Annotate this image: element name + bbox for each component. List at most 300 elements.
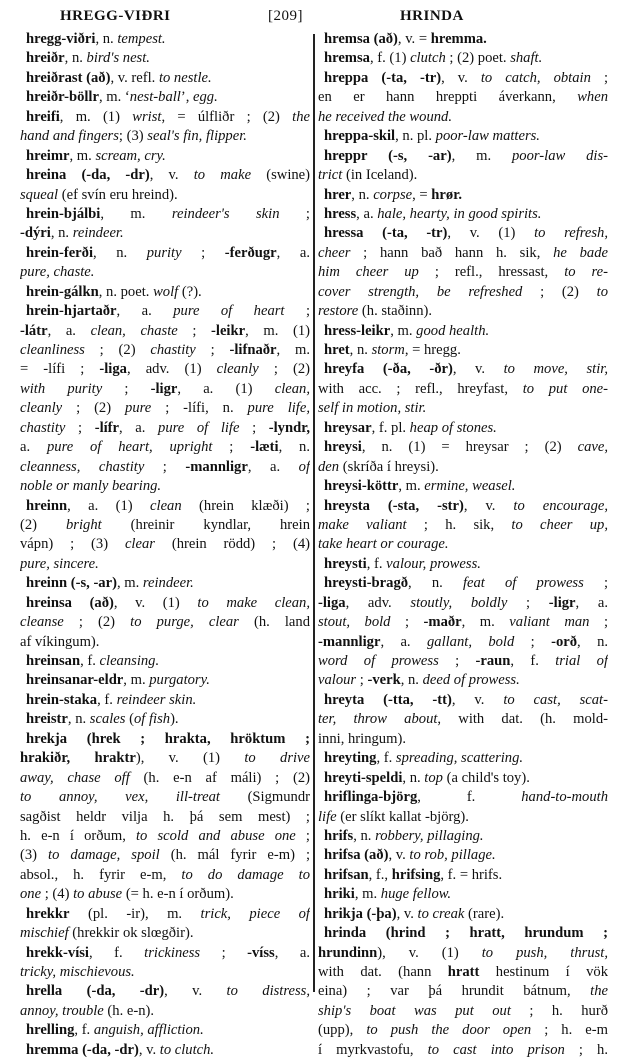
grammar-text: ; h. hurð [510,1002,608,1019]
text-line [318,652,608,671]
definition-text: cleanly [216,361,259,378]
headword: -mannligr [185,458,248,475]
definition-text: to cheer up, [511,516,608,533]
headword: -liga [99,361,127,378]
grammar-text: ( [125,711,134,728]
headword: hreifi [26,108,60,125]
text-line [318,302,608,321]
grammar-text: (er slíkt kallat -björg). [336,808,469,825]
text-line [318,944,608,963]
text-line [20,380,310,399]
grammar-text: (rare). [464,905,505,922]
headword: hrella (-da, -dr) [26,983,165,1000]
definition-text: to clutch. [159,1041,215,1058]
grammar-text: ; [356,672,368,689]
grammar-text: , n. [402,769,425,786]
headword: hrikja (-þa) [324,905,397,922]
text-line [20,671,310,690]
headword: hratt [447,964,480,980]
text-line [318,691,608,710]
headword: hrekk-vísi [26,944,89,961]
grammar-text: , m. [451,147,512,164]
definition-text: poor-law matters. [435,128,540,145]
grammar-text: , m. [69,147,96,164]
definition-text: to annoy, vex, ill-treat [20,789,220,806]
text-line [20,205,310,224]
text-line [20,341,310,360]
grammar-text: (ef svín eru hreind). [58,186,178,203]
grammar-text: ; h. sik, [406,516,512,533]
text-line [318,788,608,807]
text-line [20,846,310,865]
definition-text: cave, [577,439,608,456]
headword: -látr [20,322,48,339]
grammar-text: ; h. [564,1041,608,1058]
headword: hregg-viðri [26,31,96,47]
text-line [20,982,310,1001]
headword: -mannligr [318,633,381,650]
text-line [20,1041,310,1060]
definition-text: away, chase off [20,769,130,786]
headword: hreiðr [26,50,65,67]
headword: -ligr [548,594,576,611]
definition-text: to do damage to [181,866,310,883]
definition-text: with purity [20,380,103,397]
grammar-text: ; [507,594,549,611]
definition-text: to drive [244,750,310,767]
grammar-text: , v. [463,497,514,514]
text-line [20,788,310,807]
text-line [318,594,608,613]
text-line [20,127,310,146]
definition-text: ship's boat was put out [318,1002,511,1019]
definition-text: bird's nest. [86,50,150,67]
text-line [20,749,310,768]
grammar-text: ; [284,303,310,320]
definition-text: trick, piece of [200,905,310,922]
definition-text: hale, hearty, in good spirits. [377,205,542,222]
grammar-text: (swine) [251,167,310,184]
grammar-text: , n. (1) = hreysar ; (2) [361,439,578,456]
grammar-text: , v. [164,983,227,1000]
definition-text: ermine, weasel. [424,478,516,495]
definition-text: to re- [564,264,608,281]
grammar-text: ; hann bað hann h. sik, [350,244,554,261]
grammar-text: , f. [366,555,387,572]
text-line [318,69,608,88]
headword: hreinsan [26,653,81,669]
text-line [318,866,608,885]
headword: hriki [324,886,355,903]
grammar-text: absol., h. fyrir e-m, [20,866,182,883]
text-line [318,633,608,652]
definition-text: trickiness [144,944,201,961]
grammar-text: (hreinir kyndlar, hrein [101,516,310,533]
grammar-text: ; (3) [118,128,148,145]
headword: hreimr [26,147,70,164]
grammar-text: , n. [349,342,372,358]
definition-text: take heart or courage. [318,536,449,553]
definition-text: spreading, scattering. [395,750,524,767]
definition-text: to refresh, [534,225,608,242]
definition-text: wrist [132,108,162,125]
grammar-text: , v. refl. [110,69,159,86]
grammar-text: ; -lífi, n. [151,400,248,417]
grammar-text: ; refl., hressast, [418,264,565,281]
grammar-text: ; [583,575,608,592]
grammar-text: , m. ‘ [98,89,130,106]
definition-text: cheer [318,244,351,261]
text-line [20,574,310,593]
headword: hrein-hjartaðr [26,303,117,320]
text-line [20,1002,310,1021]
grammar-text: , n. poet. [98,283,154,300]
definition-text: cleanliness [20,342,85,358]
definition-text: good health. [416,322,490,339]
grammar-text: (skríða í hreysi). [339,458,439,475]
grammar-text: ; [390,614,424,631]
grammar-text: ; (2) [258,361,310,378]
text-line [20,147,310,166]
definition-text: restore [318,303,359,320]
grammar-text: , m. [461,614,510,631]
definition-text: valiant man [509,614,590,631]
text-line [318,1041,608,1060]
grammar-text: , f. pl. [371,419,410,436]
grammar-text: , a. [274,944,310,961]
definition-text: tempest. [117,31,166,47]
definition-text: pure life, [247,400,310,417]
grammar-text: , v. [149,167,194,184]
text-line [318,516,608,535]
text-line [20,186,310,205]
definition-text: make valiant [318,516,407,533]
text-line [20,535,310,554]
grammar-text: ; [200,944,248,961]
text-line [318,808,608,827]
text-line [318,827,608,846]
grammar-text: (hrein klæði) ; [181,497,310,514]
definition-text: den [318,458,340,475]
grammar-text: , v. [451,691,504,708]
definition-text: reindeer. [142,575,194,592]
headword: hreysar [324,419,372,436]
text-line [318,574,608,593]
definition-text: stoutly, boldly [410,594,508,611]
definition-text: to nestle. [158,69,212,86]
definition-text: cover strength, be refreshed [318,283,523,300]
definition-text: pure, sincere. [20,555,99,572]
definition-text: cleanly [20,400,63,417]
headword: hreysta (-sta, -str) [324,497,464,514]
grammar-text: , n. [67,711,90,728]
text-line [20,905,310,924]
grammar-text: (pl. -ir), m. [69,905,201,922]
text-line [318,982,608,1001]
definition-text: clear [124,536,155,553]
grammar-text: , v. [441,69,481,86]
left-column [20,30,310,1060]
definition-text: stout, bold [318,614,391,631]
grammar-text: (2) [20,516,66,533]
text-line [318,263,608,282]
definition-text: pure [125,400,152,417]
headword: hrinda (hrind ; hratt, hrundum ; [324,925,608,942]
grammar-text: (Sigmundr [219,789,310,806]
headword: hreinn (-s, -ar) [26,575,117,592]
definition-text: scream, cry. [95,147,166,164]
grammar-text: (a child's toy). [442,769,530,786]
definition-text: cleanse [20,614,64,631]
definition-text: to push, thrust, [481,944,608,961]
headword: hrer [324,186,352,203]
grammar-text: ; (2) [62,400,126,417]
grammar-text: , n. [64,50,87,67]
grammar-text: (3) [20,847,49,864]
text-line [318,671,608,690]
grammar-text: (?). [178,283,202,300]
definition-text: clean, [274,380,310,397]
text-line [20,710,310,729]
headword: hrifsan [324,866,369,883]
text-line [20,963,310,982]
text-line [20,944,310,963]
text-line [20,224,310,243]
text-line [20,808,310,827]
text-line [318,244,608,263]
grammar-text: , v. (1) [447,225,535,242]
headword: -lífr [94,419,120,436]
grammar-text: (h. land [238,614,310,631]
definition-text: valour [318,672,357,689]
grammar-text: (in Iceland). [342,167,418,184]
grammar-text: (= h. e-n í orðum). [122,886,234,903]
grammar-text: ; [590,69,608,86]
grammar-text: , a. [380,633,427,650]
definition-text: robbery, pillaging. [375,827,484,844]
grammar-text: , m. [398,478,425,495]
grammar-text: ; h. e-m [531,1022,608,1039]
text-line [20,613,310,632]
definition-text: reindeer. [72,225,124,242]
grammar-text: = -lífi ; [20,361,100,378]
text-line [318,613,608,632]
definition-text: trict [318,167,343,184]
text-line [318,419,608,438]
text-line [318,108,608,127]
right-guide-word: HRINDA [400,8,464,24]
definition-text: annoy, trouble [20,1002,104,1019]
text-line [318,885,608,904]
grammar-text: , n. pl. [395,128,436,145]
text-line [318,88,608,107]
grammar-text: , n. [353,827,376,844]
grammar-text: , v. = [397,31,431,47]
definition-text: hand and fingers [20,128,119,145]
headword: hrekkr [26,905,70,922]
definition-text: wolf [153,283,179,300]
text-line [20,827,310,846]
grammar-text: ), v. (1) [135,750,245,767]
text-line [318,224,608,243]
text-line [318,730,608,749]
grammar-text: , m. (1) [59,108,133,125]
headword: hremsa [324,50,370,67]
headword: hreyti-speldi [324,769,403,786]
text-line [20,438,310,457]
definition-text: to [596,283,608,300]
text-line [20,263,310,282]
grammar-text: ’, [180,89,194,106]
headword: hreinsa (að) [26,594,114,611]
definition-text: cleansing. [99,653,160,669]
text-line [318,438,608,457]
definition-text: purgatory. [149,672,210,689]
headword: -orð [551,633,578,650]
text-line [20,652,310,671]
definition-text: to make clean, [197,594,310,611]
text-line [318,127,608,146]
definition-text: pure, chaste. [20,264,95,281]
definition-text: to cast, scat- [503,691,608,708]
definition-text: to creak [417,905,465,922]
text-line [20,730,310,749]
grammar-text: ; [144,458,186,475]
grammar-text: , m. [100,205,172,222]
definition-text: to purge, clear [130,614,239,631]
headword: -dýri [20,225,51,242]
headword: -víss [247,944,275,961]
definition-text: to put one- [522,380,608,397]
text-line [20,69,310,88]
grammar-text: ; [177,322,212,339]
definition-text: ter, throw about [318,711,438,728]
text-line [20,30,310,49]
text-line [318,205,608,224]
definition-text: to rob, pillage. [409,847,496,864]
definition-text: deed of prowess. [422,672,520,689]
grammar-text: h. e-n í orðum, [20,827,136,844]
text-line [20,49,310,68]
text-line [318,147,608,166]
definition-text: the [292,108,310,125]
grammar-text: , v. (1) [113,594,198,611]
grammar-text: , a. (1) [67,497,151,514]
grammar-text: (h. staðinn). [358,303,433,320]
headword: hreyta (-tta, -tt) [324,691,452,708]
left-guide-word: HREGG-VIÐRI [60,8,171,24]
definition-text: clutch [410,50,446,67]
headword: hreysti-bragð [324,575,409,592]
running-header [0,8,625,30]
text-line [20,691,310,710]
grammar-text: , m. [276,342,310,358]
grammar-text: , a. [575,594,608,611]
grammar-text: ; (2) [522,283,597,300]
definition-text: squeal [20,186,59,203]
text-line [20,555,310,574]
grammar-text: , n. [93,244,147,261]
text-line [318,1002,608,1021]
text-line [20,769,310,788]
text-line [20,924,310,943]
grammar-text: (hrein rödd) ; (4) [154,536,310,553]
definition-text: to move, stir, [503,361,608,378]
definition-text: trial of [555,653,608,669]
grammar-text: , n. [400,672,423,689]
definition-text: word of prowess [318,653,439,669]
grammar-text: with dat. (hann [318,964,448,980]
text-line [318,846,608,865]
text-line [20,244,310,263]
grammar-text: ; [295,827,310,844]
definition-text: tricky, mischievous. [20,964,135,980]
grammar-text: en er hann hreppti áverkann, [318,89,578,106]
grammar-text: ; (2) [84,342,151,358]
text-line [318,497,608,516]
definition-text: to abuse [73,886,123,903]
grammar-text: (h. e-n). [103,1002,155,1019]
text-line [318,555,608,574]
definition-text: he received the wound. [318,108,452,125]
definition-text: chastity [20,419,66,436]
grammar-text: ; [279,205,310,222]
headword: hreyting [324,750,377,767]
text-line [20,458,310,477]
grammar-text: , a. [276,244,310,261]
headword: hrør. [431,186,462,203]
grammar-text: , a. (1) [177,380,275,397]
headword: -ferðugr [224,244,277,261]
headword: -leikr [211,322,246,339]
definition-text: noble or manly bearing. [20,478,162,495]
text-line [318,769,608,788]
definition-text: the [590,983,608,1000]
grammar-text: ). [170,711,179,728]
text-line [318,360,608,379]
definition-text: him cheer up [318,264,419,281]
text-line [318,710,608,729]
definition-text: hand-to-mouth [521,789,608,806]
headword: hremma (-da, -dr) [26,1041,139,1058]
grammar-text: ; [212,439,251,456]
headword: -raun [475,653,511,669]
definition-text: mischief [20,925,69,942]
definition-text: to cast into prison [427,1041,565,1058]
definition-text: pure of heart, upright [46,439,213,456]
text-line [318,477,608,496]
headword: hrifsa (að) [324,847,389,864]
text-line [20,594,310,613]
definition-text: self in motion, stir. [318,400,427,417]
text-line [318,49,608,68]
text-line [20,477,310,496]
definition-text: to damage, spoil [48,847,160,864]
text-line [20,419,310,438]
text-line [20,302,310,321]
text-line [20,497,310,516]
page-number: [209] [268,8,303,24]
headword: hreinsanar-eldr [26,672,124,689]
text-line [318,924,608,943]
headword: hreppa (-ta, -tr) [324,69,442,86]
headword: -lifnaðr [229,342,277,358]
grammar-text: ; [65,419,95,436]
column-divider [313,34,315,992]
definition-text: reindeer skin. [116,691,197,708]
text-line [318,30,608,49]
headword: hrifs [324,827,354,844]
